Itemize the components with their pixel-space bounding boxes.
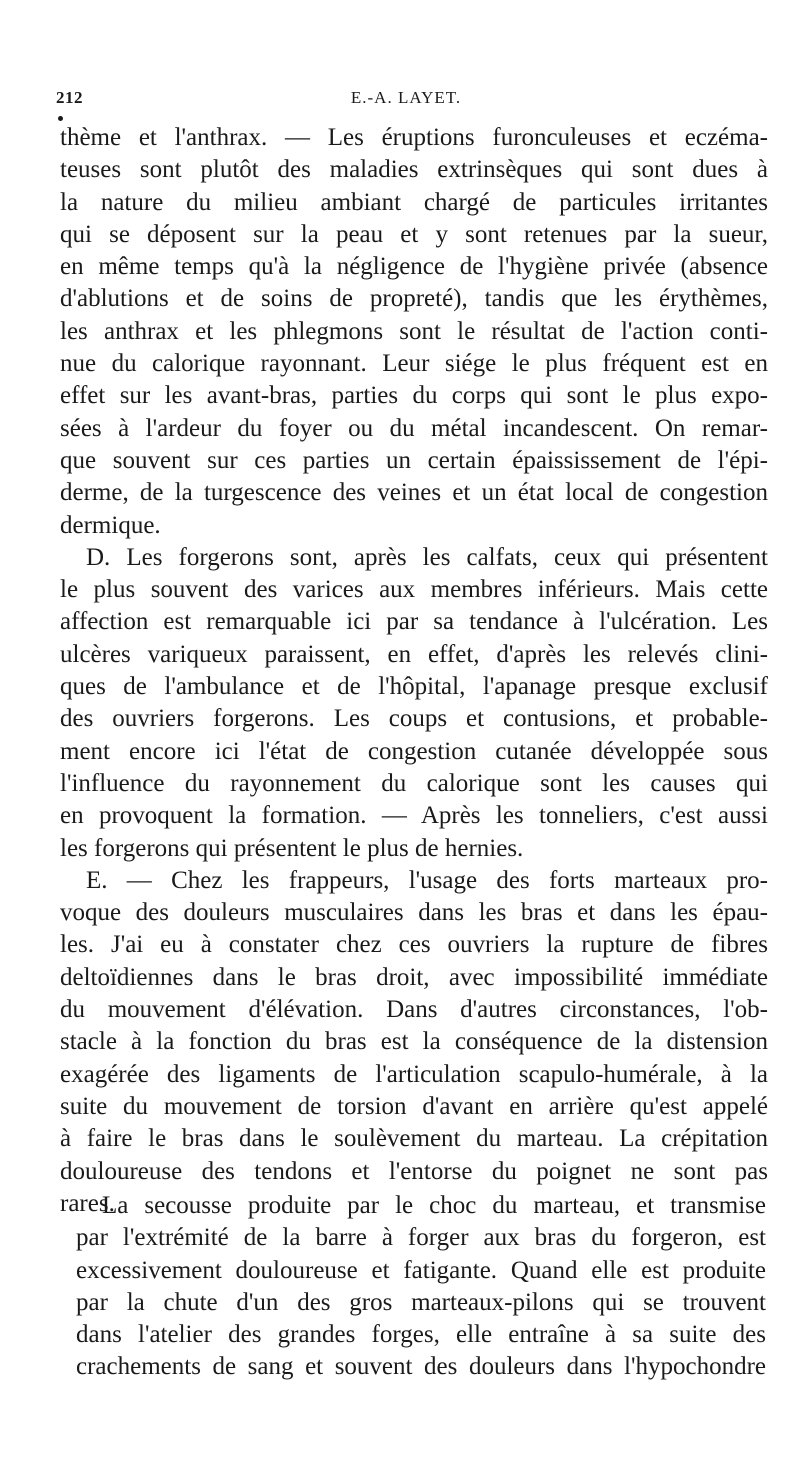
text-line: qui se déposent sur la peau et y sont retenues par la sueur,: [60, 220, 768, 248]
text-line: thème et l'anthrax. — Les éruptions furonculeuses et eczéma-: [60, 124, 768, 151]
text-line: l'influence du rayonnement du calorique sont les causes qui: [60, 769, 768, 797]
text-line: que souvent sur ces parties un certain épaississement de l'épi-: [60, 446, 768, 474]
text-line: ques de l'ambulance et de l'hôpital, l'apanage presque exclusif: [60, 673, 768, 701]
text-line: les forgerons qui présentent le plus de hernies.: [60, 834, 524, 862]
text-line: par l'extrémité de la barre à forger aux bras du forgeron, est: [76, 1224, 766, 1252]
text-line: ment encore ici l'état de congestion cutanée développée sous: [60, 737, 768, 765]
body-text-continued: [76, 1190, 766, 1384]
text-line: exagérée des ligaments de l'articulation scapulo-humérale, à la: [60, 1060, 768, 1088]
text-line: des ouvriers forgerons. Les coups et contusions, et probable-: [60, 705, 768, 733]
text-line: d'ablutions et de soins de propreté), tandis que les érythèmes,: [60, 285, 768, 313]
text-line: sées à l'ardeur du foyer ou du métal incandescent. On remar-: [60, 414, 768, 442]
paragraph-start-line: E. — Chez les frappeurs, l'usage des forts marteaux pro-: [86, 866, 768, 894]
text-line: à faire le bras dans le soulèvement du marteau. La crépitation: [60, 1125, 768, 1153]
text-line: ulcères variqueux paraissent, en effet, d'après les relevés clini-: [60, 640, 768, 668]
text-line: suite du mouvement de torsion d'avant en arrière qu'est appelé: [60, 1092, 768, 1120]
text-line: dermique.: [60, 511, 161, 539]
text-line: deltoïdiennes dans le bras droit, avec impossibilité immédiate: [60, 963, 768, 991]
running-head: [56, 88, 756, 112]
text-line: dans l'atelier des grandes forges, elle entraîne à sa suite des: [76, 1321, 766, 1349]
text-line: effet sur les avant-bras, parties du corps qui sont le plus expo-: [60, 382, 768, 410]
text-line: teuses sont plutôt des maladies extrinsèques qui sont dues à: [60, 156, 768, 184]
text-line: du mouvement d'élévation. Dans d'autres circonstances, l'ob-: [60, 996, 768, 1024]
ink-dot: [58, 116, 63, 121]
text-line: stacle à la fonction du bras est la conséquence de la distension: [60, 1028, 768, 1056]
text-line: douloureuse des tendons et l'entorse du poignet ne sont pas: [60, 1157, 768, 1185]
text-line: nue du calorique rayonnant. Leur siége le plus fréquent est en: [60, 350, 768, 378]
text-line: la nature du milieu ambiant chargé de particules irritantes: [60, 188, 768, 216]
text-line: en provoquent la formation. — Après les tonneliers, c'est aussi: [60, 802, 768, 830]
body-text: [60, 122, 768, 1220]
paragraph-start-line: D. Les forgerons sont, après les calfats, ceux qui présentent: [86, 543, 768, 571]
text-line: affection est remarquable ici par sa tendance à l'ulcération. Les: [60, 608, 768, 636]
text-line: les anthrax et les phlegmons sont le résultat de l'action conti-: [60, 317, 768, 345]
text-line: rares.: [60, 1189, 115, 1217]
text-line: par la chute d'un des gros marteaux-pilons qui se trouvent: [76, 1288, 766, 1316]
text-line: les. J'ai eu à constater chez ces ouvriers la rupture de fibres: [60, 931, 768, 959]
paragraph-start-line: La secousse produite par le choc du marteau, et transmise: [102, 1192, 766, 1219]
page-number: 212: [56, 88, 83, 107]
text-line: voque des douleurs musculaires dans les bras et dans les épau-: [60, 899, 768, 927]
text-line: crachements de sang et souvent des douleurs dans l'hypochondre: [76, 1353, 766, 1381]
text-line: en même temps qu'à la négligence de l'hygiène privée (absence: [60, 253, 768, 281]
running-title: E.-A. LAYET.: [350, 88, 462, 107]
text-line: excessivement douloureuse et fatigante. Quand elle est produite: [76, 1256, 766, 1284]
text-line: le plus souvent des varices aux membres inférieurs. Mais cette: [60, 576, 768, 604]
text-line: derme, de la turgescence des veines et un état local de congestion: [60, 479, 768, 507]
